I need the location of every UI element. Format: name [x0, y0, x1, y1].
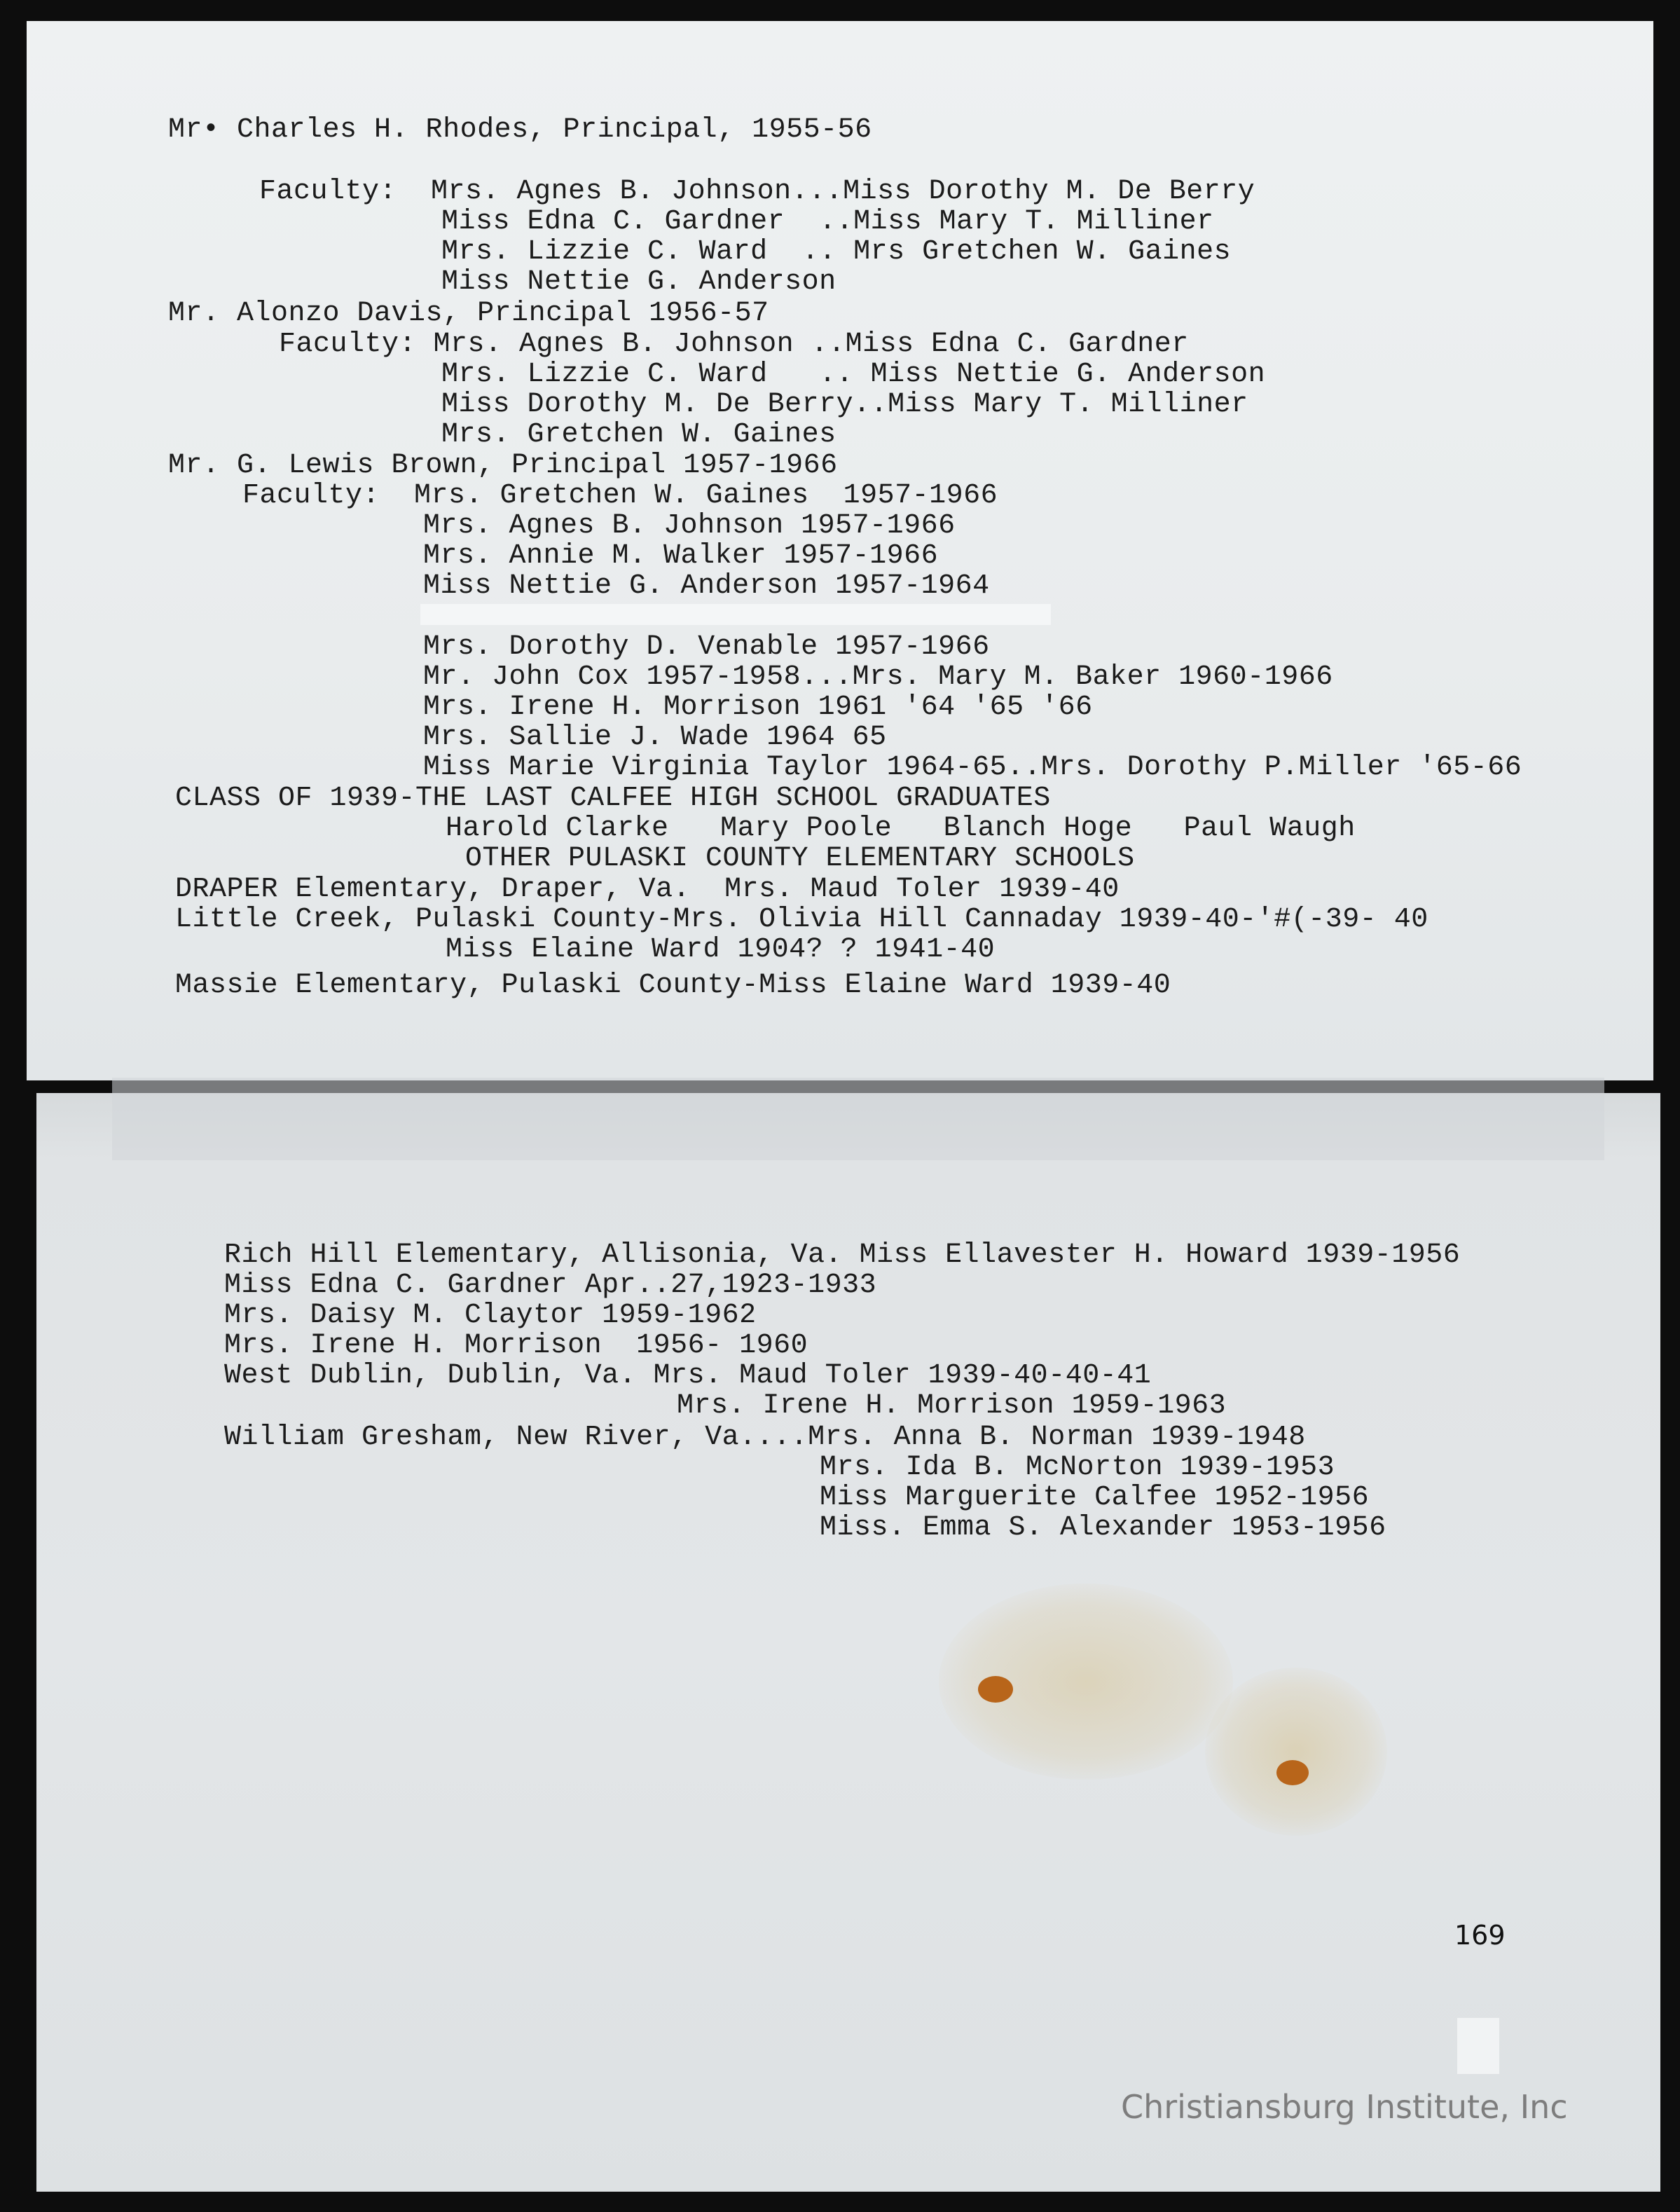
typed-line: Mr• Charles H. Rhodes, Principal, 1955-56 [168, 114, 872, 146]
water-stain [1205, 1668, 1387, 1836]
typed-line: OTHER PULASKI COUNTY ELEMENTARY SCHOOLS [465, 843, 1135, 874]
typed-line: Mrs. Irene H. Morrison 1961 '64 '65 '66 [423, 692, 1093, 723]
typed-line: Mrs. Lizzie C. Ward .. Mrs Gretchen W. Gaines [441, 236, 1232, 268]
typed-line: Mrs. Lizzie C. Ward .. Miss Nettie G. Anderson [441, 359, 1266, 390]
typed-line: Miss Nettie G. Anderson 1957-1964 [423, 570, 990, 602]
typed-line: Miss Dorothy M. De Berry..Miss Mary T. Milliner [441, 389, 1248, 420]
typed-line: Miss Marie Virginia Taylor 1964-65..Mrs. Dorothy P.Miller '65-66 [423, 752, 1522, 783]
typed-line: Miss Nettie G. Anderson [441, 266, 836, 298]
typed-line: Harold Clarke Mary Poole Blanch Hoge Paul Waugh [446, 813, 1356, 844]
typed-line: Rich Hill Elementary, Allisonia, Va. Miss Ellavester H. Howard 1939-1956 [224, 1239, 1461, 1271]
typed-line: William Gresham, New River, Va....Mrs. Anna B. Norman 1939-1948 [224, 1422, 1306, 1453]
typed-line: Mr. John Cox 1957-1958...Mrs. Mary M. Baker 1960-1966 [423, 661, 1333, 693]
typed-line: Miss Edna C. Gardner Apr..27,1923-1933 [224, 1270, 877, 1301]
tape-strip [112, 1078, 1604, 1160]
typed-line: Mrs. Ida B. McNorton 1939-1953 [820, 1452, 1335, 1483]
typed-line: Miss. Emma S. Alexander 1953-1956 [820, 1512, 1386, 1544]
typed-line: Mrs. Irene H. Morrison 1959-1963 [677, 1390, 1227, 1422]
typed-line: CLASS OF 1939-THE LAST CALFEE HIGH SCHOOL GRADUATES [175, 783, 1051, 814]
typed-line: Faculty: Mrs. Agnes B. Johnson ..Miss Edna C. Gardner [279, 329, 1189, 360]
rust-spot [978, 1676, 1013, 1703]
typed-line: DRAPER Elementary, Draper, Va. Mrs. Maud Toler 1939-40 [175, 874, 1120, 905]
typed-line: Mr. G. Lewis Brown, Principal 1957-1966 [168, 450, 838, 481]
typed-line: Little Creek, Pulaski County-Mrs. Olivia Hill Cannaday 1939-40-'#(-39- 40 [175, 904, 1428, 935]
typed-line: Mrs. Dorothy D. Venable 1957-1966 [423, 631, 990, 663]
typed-line: West Dublin, Dublin, Va. Mrs. Maud Toler 1939-40-40-41 [224, 1360, 1152, 1392]
typed-line: Mrs. Sallie J. Wade 1964 65 [423, 722, 887, 753]
typed-line: Miss Edna C. Gardner ..Miss Mary T. Milliner [441, 206, 1214, 238]
typed-line: Miss Marguerite Calfee 1952-1956 [820, 1482, 1370, 1513]
typed-line: Mrs. Annie M. Walker 1957-1966 [423, 540, 939, 572]
typed-line: Mr. Alonzo Davis, Principal 1956-57 [168, 298, 769, 329]
typed-line: Mrs. Gretchen W. Gaines [441, 419, 836, 451]
tape-residue [1457, 2018, 1499, 2074]
typed-line: Massie Elementary, Pulaski County-Miss Elaine Ward 1939-40 [175, 970, 1171, 1001]
typed-line: Mrs. Daisy M. Claytor 1959-1962 [224, 1300, 757, 1331]
rust-spot [1276, 1760, 1309, 1785]
typed-line: Faculty: Mrs. Agnes B. Johnson...Miss Dorothy M. De Berry [259, 176, 1255, 207]
typed-line: Mrs. Irene H. Morrison 1956- 1960 [224, 1330, 808, 1361]
page-number: 169 [1454, 1920, 1506, 1951]
typed-line: Miss Elaine Ward 1904? ? 1941-40 [446, 934, 996, 966]
typed-line: Mrs. Agnes B. Johnson 1957-1966 [423, 510, 956, 542]
erased-line [420, 604, 1051, 625]
typed-line: Faculty: Mrs. Gretchen W. Gaines 1957-1966 [242, 480, 998, 511]
watermark: Christiansburg Institute, Inc [1121, 2088, 1568, 2126]
